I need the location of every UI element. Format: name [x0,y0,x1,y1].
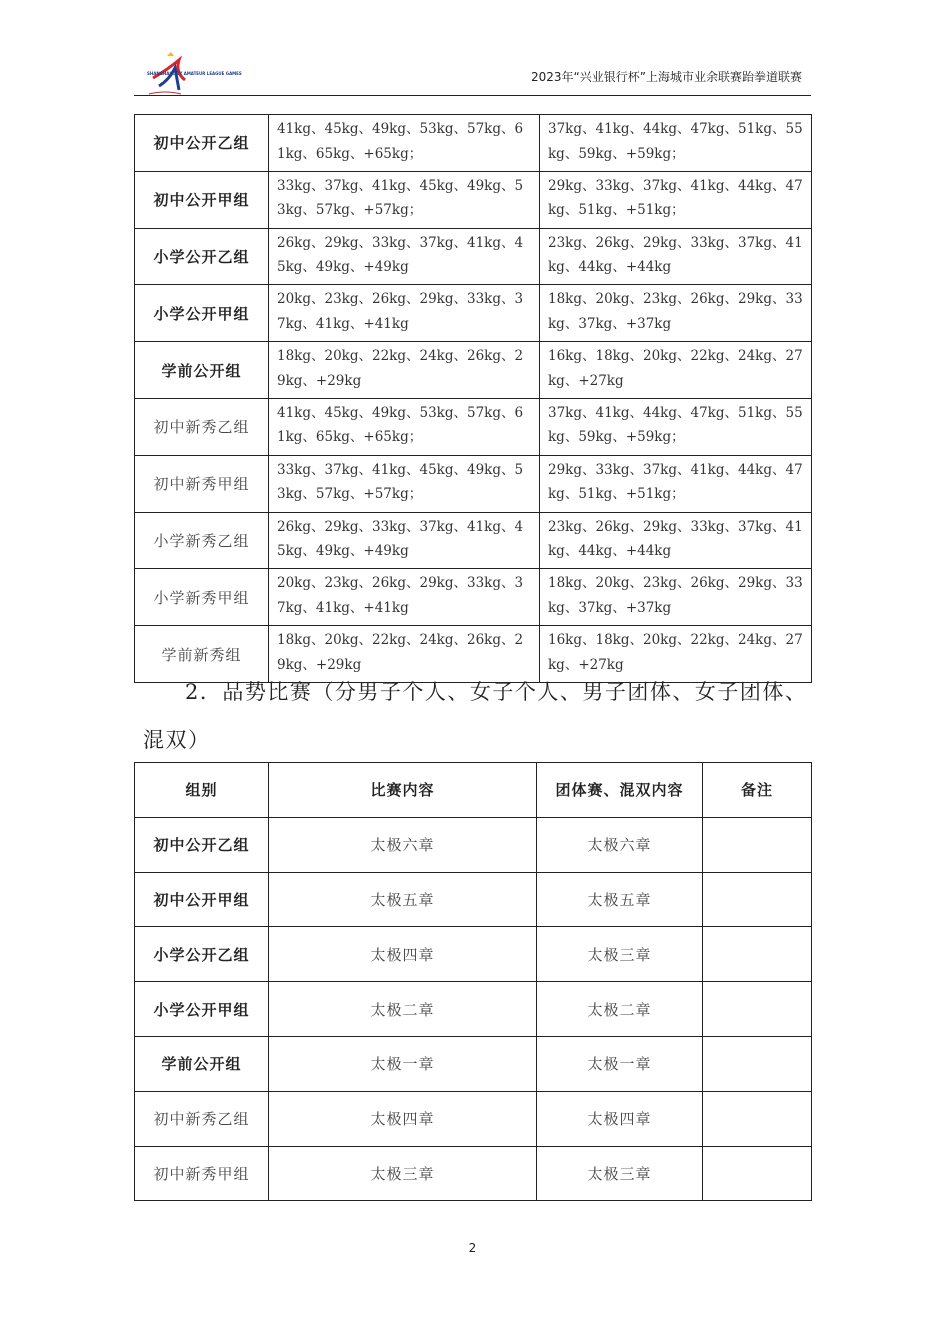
weight-row [135,626,812,683]
group-name: 初中公开乙组 [135,115,269,172]
notes [703,1036,812,1091]
weight-row [135,398,812,455]
individual-content: 太极四章 [269,1091,537,1146]
group-name: 初中公开甲组 [135,872,269,927]
team-content: 太极六章 [537,817,703,872]
male-weights: 18kg、20kg、22kg、24kg、26kg、29kg、+29kg [269,626,540,683]
male-weights: 18kg、20kg、22kg、24kg、26kg、29kg、+29kg [269,342,540,399]
individual-content: 太极六章 [269,817,537,872]
weight-row [135,455,812,512]
weight-row [135,342,812,399]
notes [703,927,812,982]
male-weights: 41kg、45kg、49kg、53kg、57kg、61kg、65kg、+65kg； [269,398,540,455]
group-name: 小学新秀乙组 [135,512,269,569]
female-weights: 29kg、33kg、37kg、41kg、44kg、47kg、51kg、+51kg； [540,455,812,512]
poomsae-row [135,817,812,872]
weight-class-table [134,114,812,683]
female-weights: 18kg、20kg、23kg、26kg、29kg、33kg、37kg、+37kg [540,569,812,626]
individual-content: 太极三章 [269,1146,537,1201]
header-divider [134,95,811,96]
poomsae-row [135,1146,812,1201]
male-weights: 26kg、29kg、33kg、37kg、41kg、45kg、49kg、+49kg [269,512,540,569]
male-weights: 20kg、23kg、26kg、29kg、33kg、37kg、41kg、+41kg [269,569,540,626]
female-weights: 23kg、26kg、29kg、33kg、37kg、41kg、44kg、+44kg [540,228,812,285]
poomsae-section-heading-cont: 混双） [143,728,211,752]
female-weights: 37kg、41kg、44kg、47kg、51kg、55kg、59kg、+59kg； [540,115,812,172]
weight-row [135,228,812,285]
logo-text: SHANGHAI CITY AMATEUR LEAGUE GAMES [147,71,242,76]
team-content: 太极一章 [537,1036,703,1091]
group-name: 学前公开组 [135,1036,269,1091]
male-weights: 20kg、23kg、26kg、29kg、33kg、37kg、41kg、+41kg [269,285,540,342]
individual-content: 太极二章 [269,982,537,1037]
poomsae-header-row [135,763,812,818]
team-content: 太极三章 [537,927,703,982]
group-name: 初中新秀甲组 [135,1146,269,1201]
group-name: 初中公开乙组 [135,817,269,872]
weight-row [135,285,812,342]
female-weights: 29kg、33kg、37kg、41kg、44kg、47kg、51kg、+51kg； [540,171,812,228]
individual-content: 太极五章 [269,872,537,927]
team-content: 太极五章 [537,872,703,927]
poomsae-row [135,1036,812,1091]
weight-row [135,115,812,172]
team-content: 太极三章 [537,1146,703,1201]
weight-row [135,569,812,626]
poomsae-table [134,762,812,1201]
notes [703,982,812,1037]
group-name: 小学公开甲组 [135,285,269,342]
league-logo [145,50,242,100]
page-number: 2 [468,1241,477,1255]
group-name: 学前公开组 [135,342,269,399]
team-content: 太极二章 [537,982,703,1037]
group-name: 小学新秀甲组 [135,569,269,626]
female-weights: 16kg、18kg、20kg、22kg、24kg、27kg、+27kg [540,626,812,683]
weight-row [135,512,812,569]
notes [703,1091,812,1146]
individual-content: 太极一章 [269,1036,537,1091]
male-weights: 26kg、29kg、33kg、37kg、41kg、45kg、49kg、+49kg [269,228,540,285]
male-weights: 41kg、45kg、49kg、53kg、57kg、61kg、65kg、+65kg； [269,115,540,172]
weight-row [135,171,812,228]
group-name: 初中新秀乙组 [135,398,269,455]
individual-content: 太极四章 [269,927,537,982]
group-name: 小学公开甲组 [135,982,269,1037]
female-weights: 18kg、20kg、23kg、26kg、29kg、33kg、37kg、+37kg [540,285,812,342]
poomsae-table-body [135,817,812,1201]
poomsae-row [135,1091,812,1146]
female-weights: 16kg、18kg、20kg、22kg、24kg、27kg、+27kg [540,342,812,399]
team-content: 太极四章 [537,1091,703,1146]
weight-class-table-body [135,115,812,683]
poomsae-row [135,982,812,1037]
header-team-content: 团体赛、混双内容 [537,763,703,818]
document-header-title: 2023年“兴业银行杯”上海城市业余联赛跆拳道联赛 [531,70,802,84]
group-name: 初中新秀甲组 [135,455,269,512]
group-name: 初中公开甲组 [135,171,269,228]
group-name: 小学公开乙组 [135,228,269,285]
header-notes: 备注 [703,763,812,818]
notes [703,872,812,927]
header-content: 比赛内容 [269,763,537,818]
group-name: 初中新秀乙组 [135,1091,269,1146]
poomsae-row [135,872,812,927]
female-weights: 23kg、26kg、29kg、33kg、37kg、41kg、44kg、+44kg [540,512,812,569]
header-group: 组别 [135,763,269,818]
notes [703,817,812,872]
group-name: 小学公开乙组 [135,927,269,982]
female-weights: 37kg、41kg、44kg、47kg、51kg、55kg、59kg、+59kg； [540,398,812,455]
group-name: 学前新秀组 [135,626,269,683]
poomsae-row [135,927,812,982]
male-weights: 33kg、37kg、41kg、45kg、49kg、53kg、57kg、+57kg； [269,171,540,228]
notes [703,1146,812,1201]
male-weights: 33kg、37kg、41kg、45kg、49kg、53kg、57kg、+57kg； [269,455,540,512]
poomsae-section-heading: 2．品势比赛（分男子个人、女子个人、男子团体、女子团体、 [185,680,808,704]
